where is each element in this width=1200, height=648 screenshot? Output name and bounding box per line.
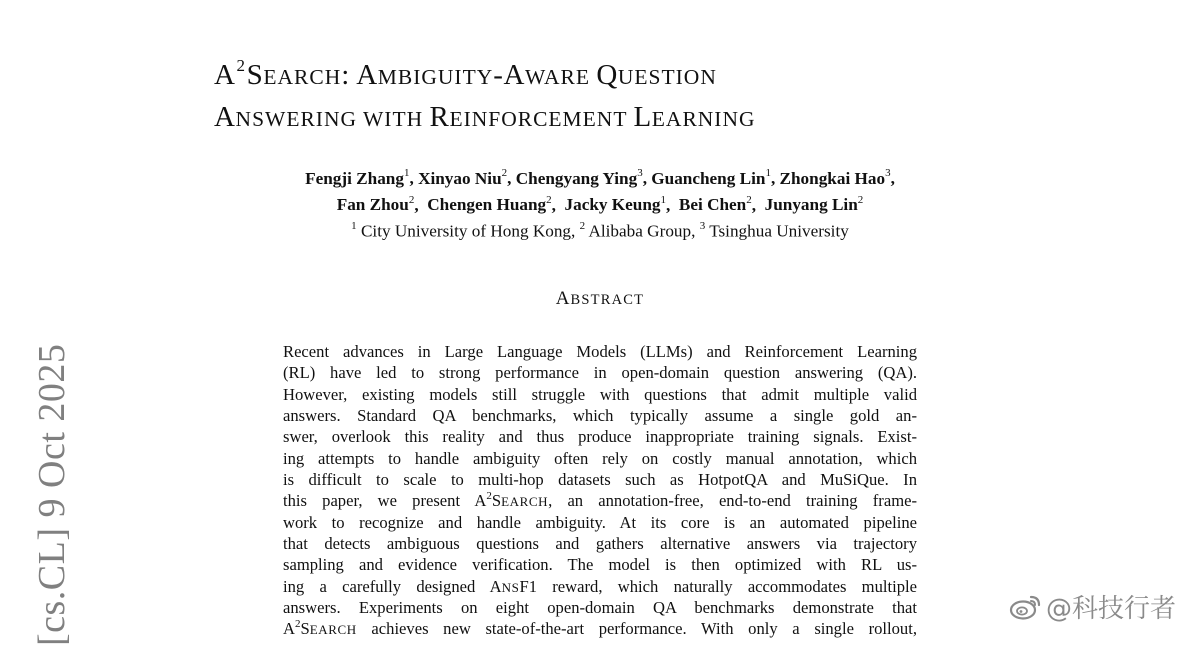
abstract-line: sampling and evidence verification. The model is then optimized with RL us- bbox=[283, 555, 917, 575]
abstract-line: ing a carefully designed ANSF1 reward, which naturally accommodates multiple bbox=[283, 576, 917, 596]
abstract-line: is difficult to scale to multi-hop datasets such as HotpotQA and MuSiQue. In bbox=[283, 470, 917, 490]
author-name: Fengji Zhang$^1$ bbox=[305, 167, 410, 188]
abstract-line: work to recognize and handle ambiguity. At its core is an automated pipeline bbox=[283, 512, 917, 532]
abstract-line: However, existing models still struggle with questions that admit multiple valid bbox=[283, 384, 917, 404]
abstract-line: $A^2SEARCH$ achieves new state-of-the-art performance. With only a single rollout, bbox=[283, 618, 917, 639]
abstract-line: answers. Standard QA benchmarks, which typically assume a single gold an- bbox=[283, 406, 917, 426]
author-name: Guancheng Lin$^1$ bbox=[651, 167, 771, 188]
weibo-icon bbox=[1009, 593, 1043, 621]
title-line-2: ANSWERING WITH REINFORCEMENT LEARNING bbox=[214, 101, 756, 133]
author-name: Chengyang Ying$^3$ bbox=[515, 167, 643, 188]
abstract-line: that detects ambiguous questions and gathers alternative answers via trajectory bbox=[283, 534, 917, 554]
author-line-2: Fan Zhou$^2$, Chengen Huang$^2$, Jacky Keung$^1$, Bei Chen$^2$, Junyang Lin$^2$ bbox=[336, 193, 864, 215]
author-name: Chengen Huang$^2$ bbox=[427, 193, 552, 215]
abstract-line: answers. Experiments on eight open-domain QA benchmarks demonstrate that bbox=[283, 598, 917, 618]
affiliations: $^1$ City University of Hong Kong, $^2$ Alibaba Group, $^3$ Tsinghua University bbox=[351, 220, 849, 242]
author-name: Bei Chen$^2$ bbox=[678, 193, 752, 215]
author-name: Jacky Keung$^1$ bbox=[564, 193, 667, 215]
author-name: Zhongkai Hao$^3$ bbox=[779, 167, 891, 188]
abstract-line: Recent advances in Large Language Models (LLMs) and Reinforcement Learning bbox=[283, 342, 917, 361]
author-name: Fan Zhou$^2$ bbox=[336, 193, 415, 215]
abstract-line: this paper, we present $A^2SEARCH$, an annotation-free, end-to-end training frame- bbox=[283, 490, 917, 511]
title-line-1: $A^2SEARCH$: AMBIGUITY-AWARE QUESTION bbox=[214, 56, 717, 91]
abstract-line: swer, overlook this reality and thus produce inappropriate training signals. Exist- bbox=[283, 427, 917, 447]
abstract-line: ing attempts to handle ambiguity often rely on costly manual annotation, which bbox=[283, 448, 917, 468]
abstract-line: (RL) have led to strong performance in open-domain question answering (QA). bbox=[283, 363, 917, 383]
author-name: Xinyao Niu$^2$ bbox=[418, 167, 508, 188]
watermark bbox=[1009, 588, 1176, 625]
abstract-heading: ABSTRACT bbox=[555, 288, 645, 309]
author-line-1: Fengji Zhang$^1$, Xinyao Niu$^2$, Chengyang Ying$^3$, Guancheng Lin$^1$, Zhongkai Hao$^3$, bbox=[305, 167, 895, 188]
author-block bbox=[180, 163, 1020, 243]
arxiv-stamp: [cs.CL] 9 Oct 2025 bbox=[31, 343, 73, 646]
abstract-body bbox=[283, 341, 917, 640]
paper-title bbox=[214, 56, 1034, 138]
watermark-text: @科技行者 bbox=[1045, 594, 1176, 624]
author-name: Junyang Lin$^2$ bbox=[764, 193, 864, 215]
